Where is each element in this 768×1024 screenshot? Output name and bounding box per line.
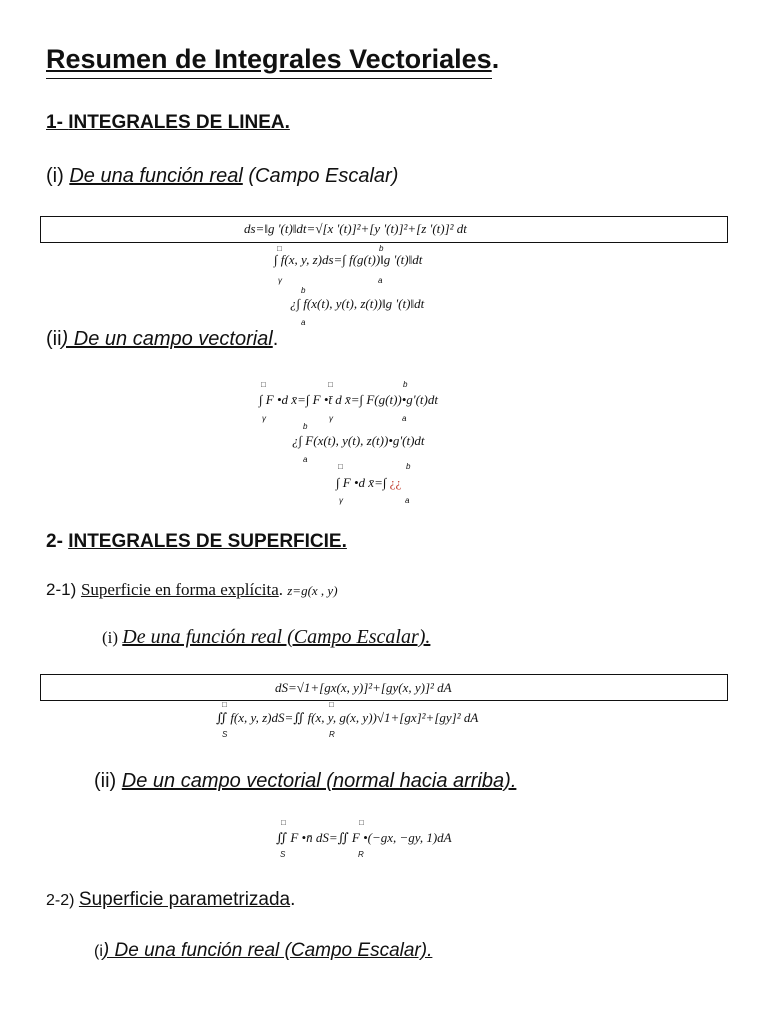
eq1-l2-sub2: a	[378, 276, 383, 285]
eq2-l3-sub1: γ	[339, 496, 343, 505]
title-rule	[46, 78, 492, 79]
eq2-l1-sub3: a	[402, 414, 407, 423]
eq1-l3-sub: a	[301, 318, 306, 327]
s1-ii-link: ) De un campo vectorial	[61, 328, 273, 350]
eq2-l2-sub: a	[303, 455, 308, 464]
eq3-l2-sup1: □	[222, 700, 227, 709]
eq2-l2-sup: b	[303, 422, 308, 431]
subsection-2-1	[46, 580, 338, 600]
s1-i-suffix: (Campo Escalar)	[242, 165, 399, 187]
eq4-formula: ∬ F •n̄ dS=∬ F •(−gx, −gy, 1)dA	[276, 830, 452, 845]
eq2-l3-sup2: b	[406, 462, 411, 471]
eq2-line3-red: ¿¿	[389, 475, 402, 490]
s2-1-i-prefix: (i)	[102, 628, 123, 647]
section-2-number: 2-	[46, 531, 69, 552]
s2-1-i-link: De una función real (Campo Escalar).	[122, 626, 431, 648]
eq1-line3-formula: ¿∫ f(x(t), y(t), z(t))‖g '(t)‖dt	[290, 296, 425, 311]
eq3-l2-sup2: □	[329, 700, 334, 709]
title-text: Resumen de Integrales Vectoriales	[46, 44, 492, 74]
eq2-line2: ¿∫ F(x(t), y(t), z(t))•g'(t)dt	[292, 433, 425, 448]
s2-2-prefix: 2-2)	[46, 892, 79, 909]
eq3-l2-sub2: R	[329, 730, 335, 739]
title-dot: .	[491, 44, 500, 74]
subsection-2-2-i	[94, 940, 432, 962]
eq1-line2	[274, 252, 422, 268]
subsection-1-i	[46, 165, 398, 188]
eq2-line3	[336, 475, 401, 491]
section-2-label: INTEGRALES DE SUPERFICIE.	[68, 531, 347, 552]
eq2-l1-sub2: γ	[329, 414, 333, 423]
eq3-box-formula: dS=√1+[gx(x, y)]²+[gy(x, y)]² dA	[275, 680, 452, 695]
eq1-l3-sup: b	[301, 286, 306, 295]
s2-1-math: z=g(x , y)	[287, 583, 338, 598]
eq2-l3-sup1: □	[338, 462, 343, 471]
eq3-l2-sub1: S	[222, 730, 228, 739]
eq1-line2-formula: ∫ f(x, y, z)ds=∫ f(g(t))‖g '(t)‖dt	[274, 252, 423, 267]
subsection-2-2	[46, 889, 295, 911]
eq1-l2-sup2: b	[379, 244, 384, 253]
s2-1-prefix: 2-1)	[46, 580, 81, 599]
eq2-l1-sup3: b	[403, 380, 408, 389]
eq2-line1: ∫ F •d x̄=∫ F •t̄ d x̄=∫ F(g(t))•g'(t)dt	[259, 392, 438, 407]
s2-1-suffix: .	[278, 580, 288, 599]
eq4-sub1: S	[280, 850, 286, 859]
eq2-l1-sub1: γ	[262, 414, 266, 423]
section-2-heading	[46, 531, 347, 553]
subsection-2-1-ii	[94, 770, 516, 793]
eq2-l1-sup2: □	[328, 380, 333, 389]
s1-ii-suffix: .	[272, 328, 279, 350]
page-title	[46, 44, 499, 75]
eq2-line3-lhs: ∫ F •d x̄=∫	[336, 475, 387, 490]
eq1-l2-sub1: γ	[278, 276, 282, 285]
eq1-l2-sup1: □	[277, 244, 282, 253]
s2-1-ii-link: De un campo vectorial (normal hacia arriba).	[121, 770, 517, 792]
s2-2-i-prefix: (i	[94, 943, 103, 960]
s1-i-link: De una función real	[69, 165, 243, 187]
s1-i-prefix: (i)	[46, 165, 70, 187]
s2-2-suffix: .	[290, 889, 296, 910]
eq3-line2: ∬ f(x, y, z)dS=∬ f(x, y, g(x, y))√1+[gx]²+[gy]² dA	[216, 710, 479, 725]
s2-1-ii-prefix: (ii)	[94, 770, 122, 792]
section-1-number: 1-	[46, 112, 69, 133]
s1-ii-prefix: (ii	[46, 328, 62, 350]
s2-2-i-link: ) De una función real (Campo Escalar).	[102, 940, 433, 961]
subsection-1-ii	[46, 328, 278, 351]
s2-1-link: Superficie en forma explícita	[80, 580, 279, 599]
section-1-heading	[46, 112, 290, 134]
section-1-label: INTEGRALES DE LINEA.	[68, 112, 290, 133]
s2-2-link: Superficie parametrizada	[78, 889, 291, 910]
eq2-l1-sup1: □	[261, 380, 266, 389]
eq2-l3-sub2: a	[405, 496, 410, 505]
eq4-sup1: □	[281, 818, 286, 827]
eq4-sub2: R	[358, 850, 364, 859]
eq1-line3	[290, 296, 424, 312]
subsection-2-1-i	[102, 626, 430, 649]
eq4-sup2: □	[359, 818, 364, 827]
eq1-box-formula: ds=‖g '(t)‖dt=√[x '(t)]²+[y '(t)]²+[z '(t)]² dt	[244, 221, 467, 236]
